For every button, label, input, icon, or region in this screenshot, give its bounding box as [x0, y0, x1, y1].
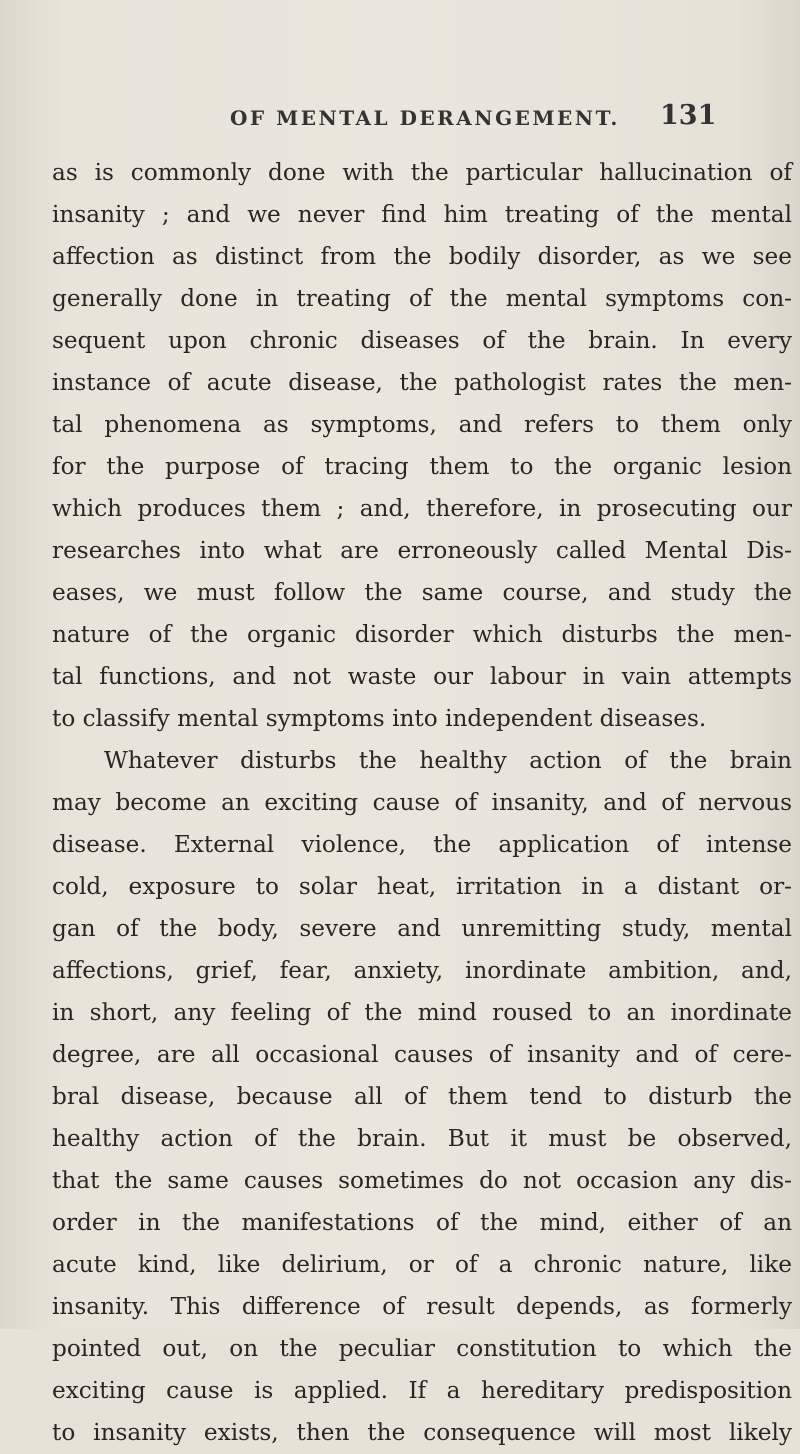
text-line: nature of the organic disorder which disturbs the men- — [52, 621, 792, 648]
running-title: OF MENTAL DERANGEMENT. — [230, 106, 620, 130]
text-line: that the same causes sometimes do not occasion any dis- — [52, 1167, 792, 1194]
page-header — [0, 100, 800, 140]
body-text — [52, 152, 792, 1454]
text-line: order in the manifestations of the mind, either of an — [52, 1209, 792, 1236]
text-line: in short, any feeling of the mind roused to an inordinate — [52, 999, 792, 1026]
text-line: sequent upon chronic diseases of the brain. In every — [52, 327, 792, 354]
text-line: exciting cause is applied. If a hereditary predisposition — [52, 1377, 792, 1404]
text-line: instance of acute disease, the pathologist rates the men- — [52, 369, 792, 396]
text-line: healthy action of the brain. But it must be observed, — [52, 1125, 792, 1152]
page-number: 131 — [660, 100, 717, 131]
text-line: tal functions, and not waste our labour in vain attempts — [52, 663, 792, 690]
text-line: tal phenomena as symptoms, and refers to them only — [52, 411, 792, 438]
text-line: bral disease, because all of them tend to disturb the — [52, 1083, 792, 1110]
text-line: researches into what are erroneously called Mental Dis- — [52, 537, 792, 564]
text-line: affection as distinct from the bodily disorder, as we see — [52, 243, 792, 270]
text-line: to classify mental symptoms into independent diseases. — [52, 705, 707, 732]
text-line: which produces them ; and, therefore, in prosecuting our — [52, 495, 792, 522]
text-line: pointed out, on the peculiar constitution to which the — [52, 1335, 792, 1362]
text-line: to insanity exists, then the consequence will most likely — [52, 1419, 792, 1446]
text-line: for the purpose of tracing them to the organic lesion — [52, 453, 792, 480]
text-line: cold, exposure to solar heat, irritation in a distant or- — [52, 873, 792, 900]
text-line: affections, grief, fear, anxiety, inordinate ambition, and, — [52, 957, 792, 984]
text-line: insanity ; and we never find him treating of the mental — [52, 201, 792, 228]
text-line: gan of the body, severe and unremitting study, mental — [52, 915, 792, 942]
text-line: disease. External violence, the application of intense — [52, 831, 792, 858]
text-line: degree, are all occasional causes of insanity and of cere- — [52, 1041, 792, 1068]
text-line: insanity. This difference of result depends, as formerly — [52, 1293, 792, 1320]
text-line: Whatever disturbs the healthy action of the brain — [104, 747, 792, 774]
text-line: as is commonly done with the particular hallucination of — [52, 159, 792, 186]
text-line: may become an exciting cause of insanity, and of nervous — [52, 789, 792, 816]
text-line: eases, we must follow the same course, and study the — [52, 579, 792, 606]
text-line: generally done in treating of the mental symptoms con- — [52, 285, 792, 312]
text-line: acute kind, like delirium, or of a chronic nature, like — [52, 1251, 792, 1278]
